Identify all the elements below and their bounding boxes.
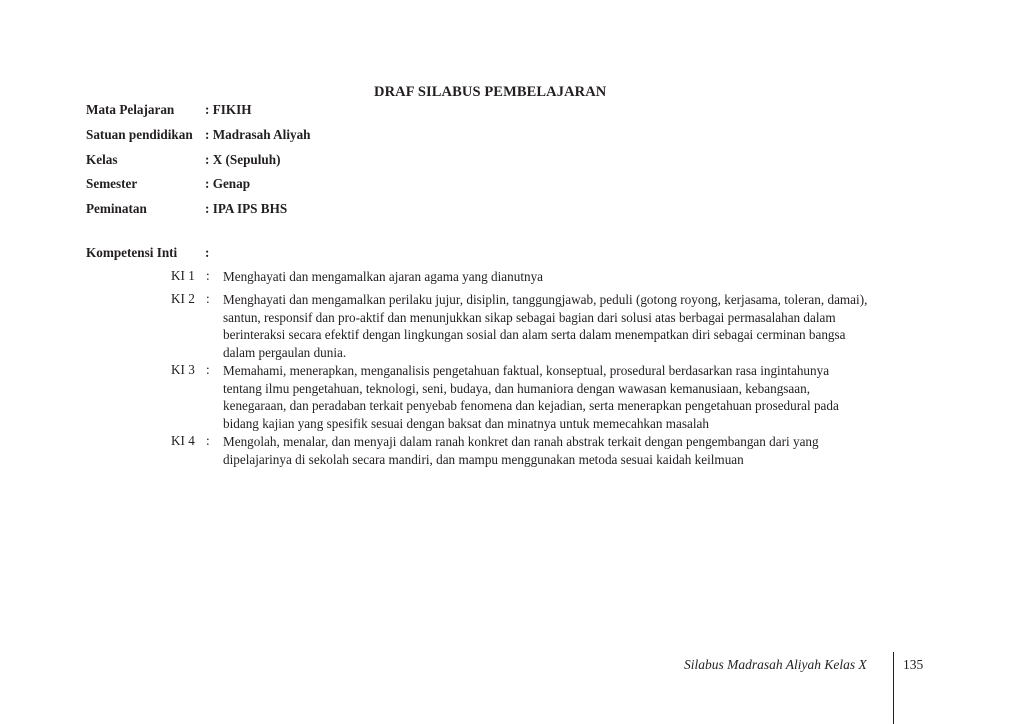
meta-value: : FIKIH — [205, 102, 252, 117]
ki-separator: : — [206, 291, 210, 306]
ki-text-line: Mengolah, menalar, dan menyaji dalam ranah konkret dan ranah abstrak terkait dengan pengembangan dari yang — [223, 434, 819, 449]
ki-text — [223, 362, 943, 432]
ki-number: KI 4 — [171, 433, 195, 448]
ki-separator: : — [206, 362, 210, 377]
ki-text-line: dalam pergaulan dunia. — [223, 344, 347, 360]
ki-text-line: Memahami, menerapkan, menganalisis pengetahuan faktual, konseptual, prosedural berdasarkan rasa ingintahunya — [223, 363, 830, 378]
meta-label: Kelas — [86, 152, 118, 167]
meta-label: Semester — [86, 176, 138, 191]
meta-value: : Genap — [205, 176, 251, 191]
ki-text-line: Menghayati dan mengamalkan ajaran agama yang dianutnya — [223, 269, 544, 284]
ki-text-line: Menghayati dan mengamalkan perilaku jujur, disiplin, tanggungjawab, peduli (gotong royong, kerjasama, toleran, damai), — [223, 292, 868, 307]
meta-label: Mata Pelajaran — [86, 102, 175, 117]
page-number: 135 — [903, 657, 924, 672]
ki-text-line: kenegaraan, dan peradaban terkait penyebab fenomena dan kejadian, serta menerapkan pengetahuan prosedural pada — [223, 398, 839, 414]
ki-number: KI 3 — [171, 362, 195, 377]
ki-text-line: santun, responsif dan pro-aktif dan menunjukkan sikap sebagai bagian dari solusi atas berbagai permasalahan dalam — [223, 309, 836, 325]
ki-text-line: berinteraksi secara efektif dengan lingkungan sosial dan alam serta dalam menempatkan diri sebagai cerminan bangsa — [223, 327, 846, 343]
ki-text — [223, 268, 943, 286]
meta-value: : Madrasah Aliyah — [205, 127, 311, 142]
ki-separator: : — [206, 268, 210, 283]
kompetensi-colon: : — [205, 245, 210, 260]
ki-text-line: dipelajarinya di sekolah secara mandiri, dan mampu menggunakan metoda sesuai kaidah keilmuan — [223, 451, 744, 467]
ki-text-line: bidang kajian yang spesifik sesuai dengan baksat dan minatnya untuk memecahkan masalah — [223, 415, 709, 431]
ki-number: KI 2 — [171, 291, 195, 306]
ki-text-line: tentang ilmu pengetahuan, teknologi, seni, budaya, dan humaniora dengan wawasan kemanusiaan, kebangsaan, — [223, 380, 811, 396]
kompetensi-label: Kompetensi Inti — [86, 245, 178, 260]
ki-number: KI 1 — [171, 268, 195, 283]
meta-value: : X (Sepuluh) — [205, 152, 281, 167]
footer-divider — [893, 652, 894, 724]
meta-label: Satuan pendidikan — [86, 127, 193, 142]
footer-running-title: Silabus Madrasah Aliyah Kelas X — [684, 657, 867, 672]
ki-separator: : — [206, 433, 210, 448]
meta-value: : IPA IPS BHS — [205, 201, 288, 216]
document-title: DRAF SILABUS PEMBELAJARAN — [374, 84, 607, 100]
ki-text — [223, 433, 943, 468]
ki-text — [223, 291, 943, 361]
meta-label: Peminatan — [86, 201, 147, 216]
